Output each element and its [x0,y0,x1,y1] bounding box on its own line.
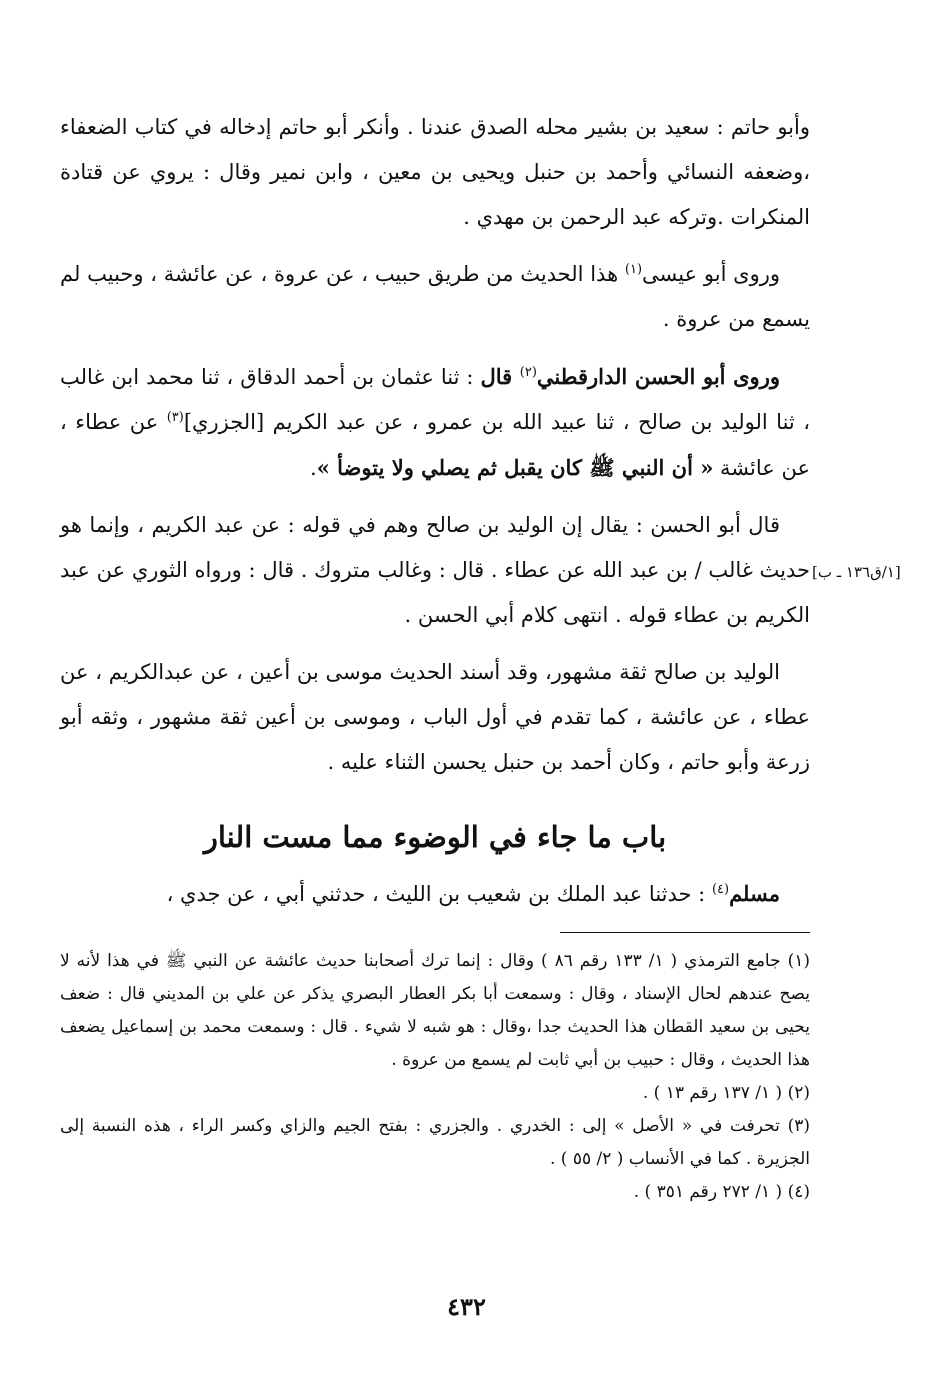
footnote-2-number: (٢) [787,1083,810,1103]
hadith-quote: « أن النبي ﷺ كان يقبل ثم يصلي ولا يتوضأ » [316,455,714,480]
p3-text-a: : ثنا عثمان بن أحمد الدقاق ، ثنا محمد ابن غالب ، ثنا الوليد بن صالح ، ثنا عبيد الله بن عمرو ، عن عبد الكريم [الجزري] [60,365,810,434]
page-number: ٤٣٢ [447,1292,486,1321]
p6-bold: مسلم [729,881,780,906]
footnote-3-number: (٣) [787,1116,810,1136]
footnote-divider [560,932,810,933]
p3-bold-a: وروى أبو الحسن الدارقطني [536,364,780,389]
p6-text-a: : حدثنا عبد الملك بن شعيب بن الليث ، حدثني أبي ، عن جدي ، [166,882,712,906]
footnote-1-number: (١) [787,951,810,971]
footnote-4-text: ( ١/ ٢٧٢ رقم ٣٥١ ) . [633,1182,788,1202]
footnote-1-text: جامع الترمذي ( ١/ ١٣٣ رقم ٨٦ ) وقال : إنما ترك أصحابنا حديث عائشة عن النبي ﷺ في هذا لأنه لا يصح عندهم لحال الإسناد ، وقال : وسمعت أبا بكر العطار البصري يذكر عن علي بن المديني قال : ضعف يحيى بن سعيد القطان هذا الحديث جدا ،وقال : هو شبه لا شيء . قال : وسمعت محمد بن إسماعيل يضعف هذا الحديث ، وقال : حبيب بن أبي ثابت لم يسمع من عروة . [60,951,810,1070]
chapter-heading: باب ما جاء في الوضوء مما مست النار [203,820,667,854]
main-text [60,105,810,929]
manuscript-folio-note: [١/ق١٣٦ ـ ب] [812,563,901,581]
footnote-ref-2[interactable]: (٢) [519,365,537,380]
paragraph-3 [60,354,810,491]
p3-text-c: . [310,456,317,480]
footnote-ref-3[interactable]: (٣) [166,410,184,425]
p3-text-b: عن عطاء ، عن عائشة [60,410,810,480]
paragraph-1: وأبو حاتم : سعيد بن بشير محله الصدق عندنا . وأنكر أبو حاتم إدخاله في كتاب الضعفاء ،وضعفه النسائي وأحمد بن حنبل ويحيى بن معين ، وابن نمير وقال : يروي عن قتادة المنكرات .وتركه عبد الرحمن بن مهدي . [60,115,810,229]
footnote-4 [60,1176,810,1209]
p2-text-a: وروى أبو عيسى [642,262,780,286]
footnote-ref-4[interactable]: (٤) [711,882,730,897]
footnote-ref-1[interactable]: (١) [624,262,643,277]
paragraph-2 [60,252,810,342]
footnote-2 [60,1077,810,1110]
paragraph-5: الوليد بن صالح ثقة مشهور، وقد أسند الحديث موسى بن أعين ، عن عبدالكريم ، عن عطاء ، عن عائشة ، كما تقدم في أول الباب ، وموسى بن أعين ثقة مشهور ، وثقه أبو زرعة وأبو حاتم ، وكان أحمد بن حنبل يحسن الثناء عليه . [60,660,810,774]
footnote-3 [60,1110,810,1176]
footnote-1 [60,945,810,1077]
p2-text-b: هذا الحديث من طريق حبيب ، عن عروة ، عن عائشة ، وحبيب لم يسمع من عروة . [60,262,810,331]
footnote-4-number: (٤) [787,1182,810,1202]
footnote-3-text: تحرفت في « الأصل » إلى : الخدري . والجزري : بفتح الجيم والزاي وكسر الراء ، هذه النسبة إلى الجزيرة . كما في الأنساب ( ٢/ ٥٥ ) . [60,1116,810,1169]
paragraph-6 [60,871,810,917]
footnotes [60,945,810,1209]
p3-bold-b: قال [480,364,520,389]
footnote-2-text: ( ١/ ١٣٧ رقم ١٣ ) . [642,1083,788,1103]
paragraph-4: قال أبو الحسن : يقال إن الوليد بن صالح وهم في قوله : عن عبد الكريم ، وإنما هو حديث غالب / بن عبد الله عن عطاء . قال : وغالب متروك . قال : ورواه الثوري عن عبد الكريم بن عطاء قوله . انتهى كلام أبي الحسن . [60,513,810,627]
